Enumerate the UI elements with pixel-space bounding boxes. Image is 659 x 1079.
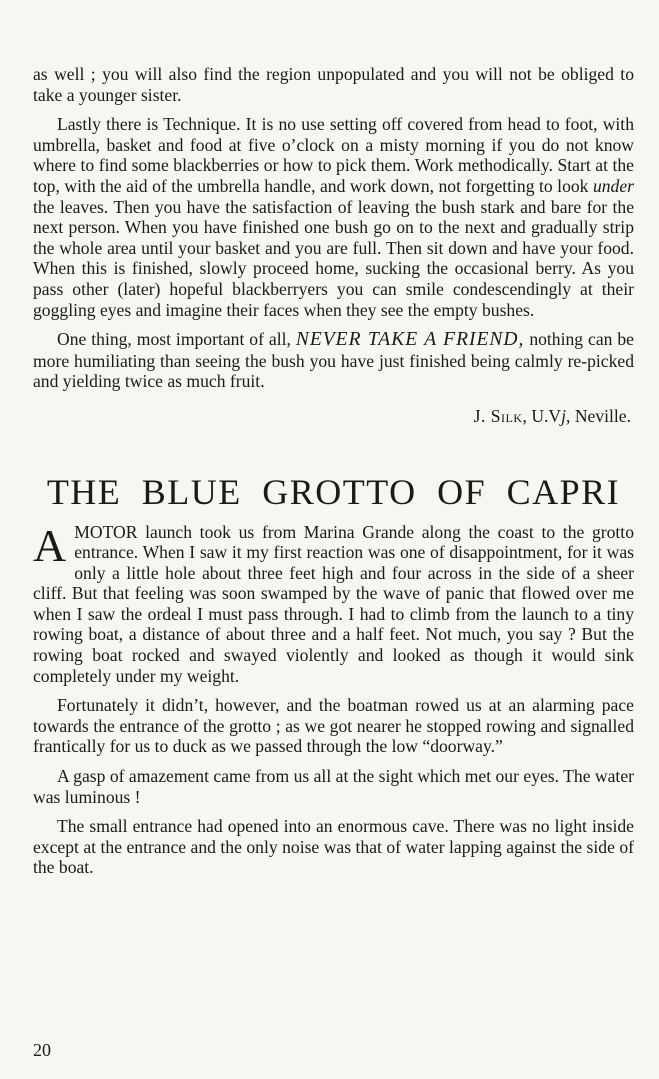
technique-text-part-1: Lastly there is Technique. It is no use setting off covered from head to foot, with umbrella, basket and food at five o’clock on a misty morning if you do not know where to find some blackberries or how to pick them. Work methodically. Start at the top, with the aid of the umbrella handle, and work down, not forgetting to look	[33, 114, 634, 196]
drop-cap: A	[33, 519, 67, 571]
author-form-letter: j	[561, 405, 567, 426]
friend-text-part-2: nothing can be more humiliating than seeing the bush you have just finished being calmly re-picked and yielding twice as much fruit.	[33, 329, 634, 392]
author-house: , Neville.	[566, 405, 631, 426]
grotto-paragraph-1-text: MOTOR launch took us from Marina Grande along the coast to the grotto entrance. When I saw it my first reaction was one of disappointment, for it was only a little hole about three feet high and four across in the side of a sheer cliff. But that feeling was soon swamped by the wave of panic that flowed over me when I saw the ordeal I must pass through. I had to climb from the launch to a tiny rowing boat, a distance of about three and a half feet. Not much, you say ? But the rowing boat rocked and swayed violently and looked as though it would sink completely under my weight.	[33, 521, 634, 686]
friend-warning-paragraph	[33, 329, 634, 392]
author-form-prefix: , U.V	[522, 405, 562, 426]
technique-paragraph	[33, 114, 634, 320]
grotto-paragraph-4: The small entrance had opened into an enormous cave. There was no light inside except at the entrance and the only noise was that of water lapping against the side of the boat.	[33, 816, 634, 878]
page-body	[33, 64, 634, 878]
article-title: THE BLUE GROTTO OF CAPRI	[46, 471, 621, 512]
technique-text-part-2: the leaves. Then you have the satisfaction of leaving the bush stark and bare for the next person. When you have finished one bush go on to the next and gradually strip the whole area until your basket and you are full. Then sit down and have your food. When this is finished, slowly proceed home, sucking the occasional berry. As you pass other (later) hopeful blackberryers you can smile condescendingly at their goggling eyes and imagine their faces when they see the empty bushes.	[33, 196, 634, 320]
blackberry-paragraph-continued: as well ; you will also find the region unpopulated and you will not be obliged to take a younger sister.	[33, 64, 634, 105]
grotto-paragraph-1	[33, 519, 634, 687]
author-signature	[33, 406, 634, 427]
author-name: J. Silk	[473, 405, 523, 426]
grotto-paragraph-3: A gasp of amazement came from us all at the sight which met our eyes. The water was luminous !	[33, 766, 634, 807]
emphasis-under: under	[592, 175, 634, 196]
friend-text-part-1: One thing, most important of all,	[57, 329, 296, 350]
never-take-a-friend-emphasis: NEVER TAKE A FRIEND,	[295, 329, 525, 351]
page-number: 20	[33, 1040, 51, 1060]
grotto-paragraph-2: Fortunately it didn’t, however, and the boatman rowed us at an alarming pace towards the entrance of the grotto ; as we got nearer he stopped rowing and signalled frantically for us to duck as we passed through the low “doorway.”	[33, 695, 634, 757]
